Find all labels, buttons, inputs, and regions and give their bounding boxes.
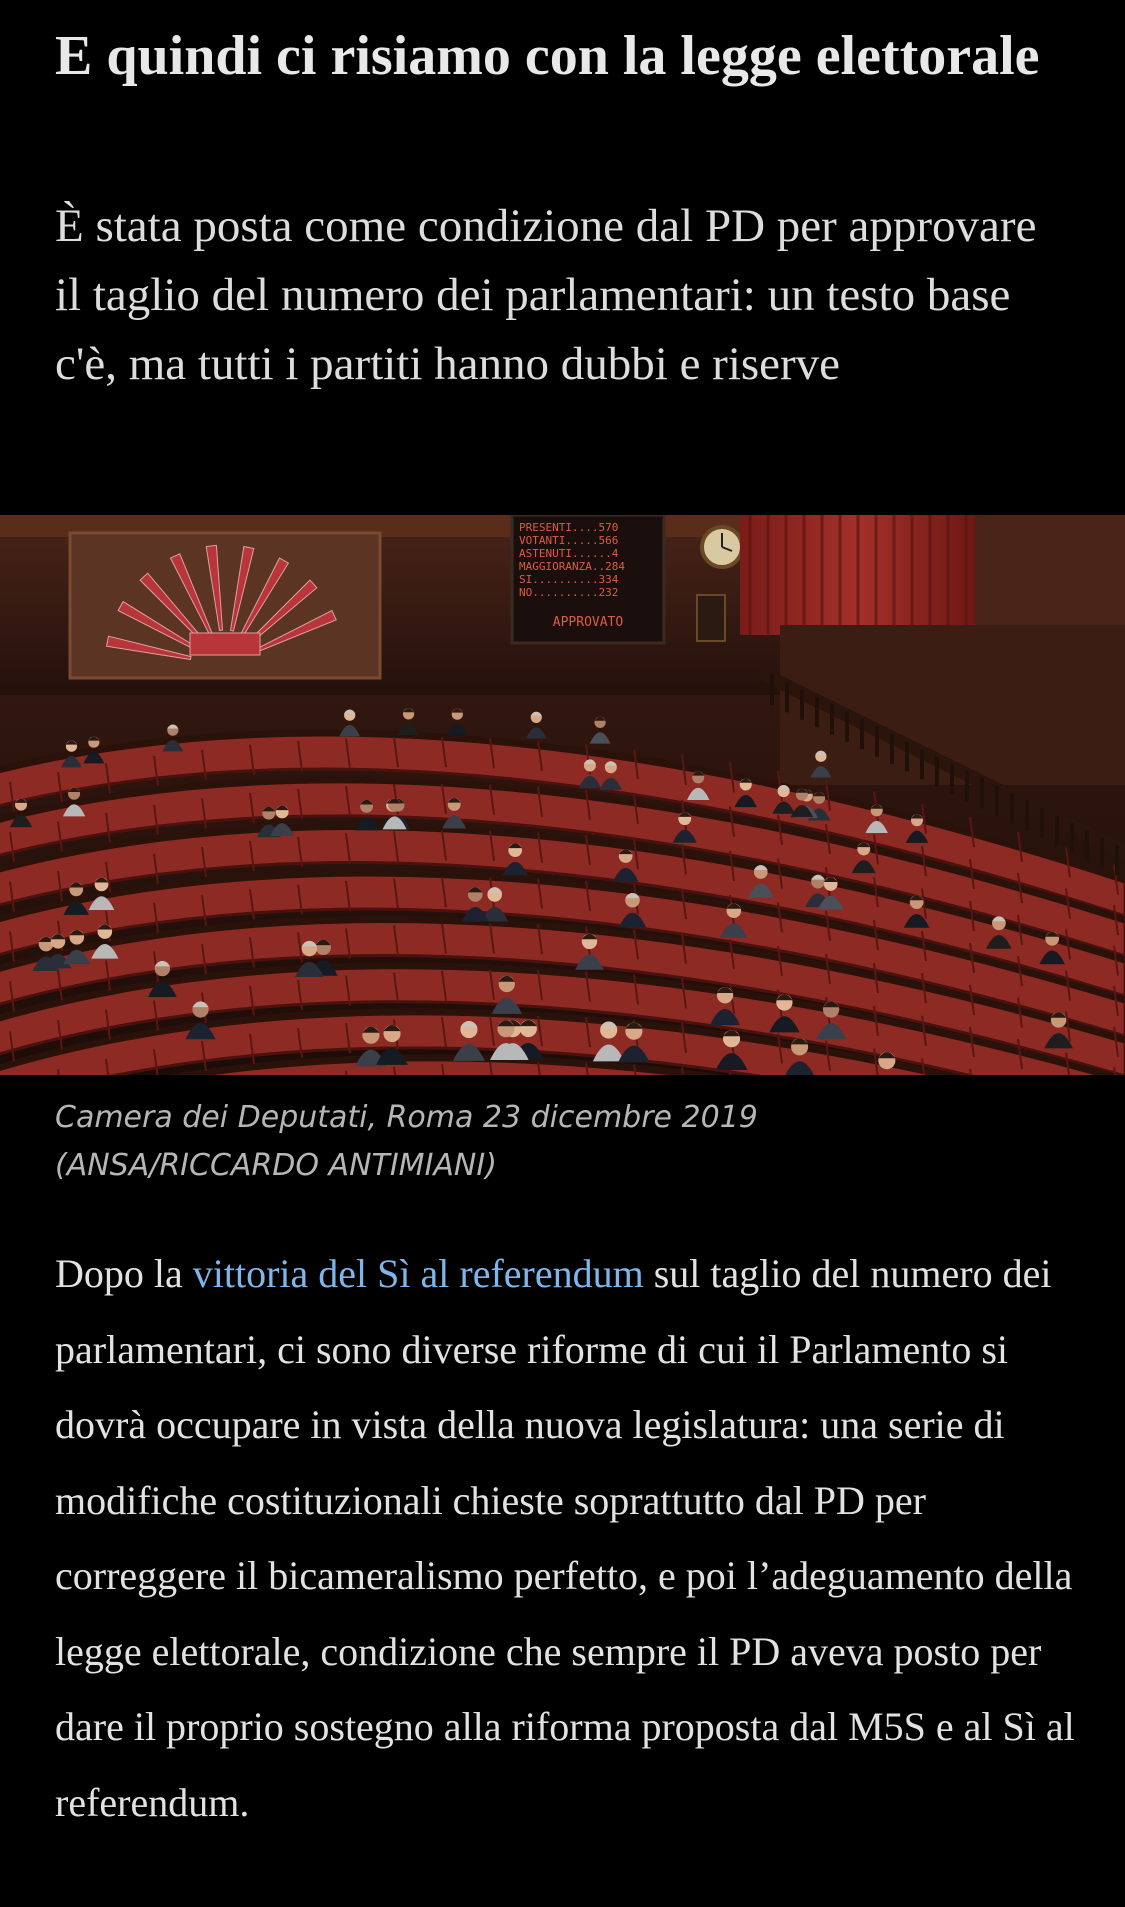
article-subtitle: È stata posta come condizione dal PD per approvare il taglio del numero dei parlamentari: un testo base c'è, ma tutti i partiti hanno dubbi e riserve bbox=[55, 200, 1037, 390]
scoreboard-row: MAGGIORANZA..284 bbox=[519, 560, 625, 573]
photo-caption bbox=[55, 1094, 1075, 1190]
parliament-chamber-photo bbox=[0, 515, 1125, 1075]
scoreboard-row: PRESENTI....570 bbox=[519, 521, 619, 534]
scoreboard-row: NO..........232 bbox=[519, 586, 619, 599]
caption-title: Camera dei Deputati, Roma 23 dicembre 2019 bbox=[55, 1100, 758, 1135]
scoreboard-row: ASTENUTI......4 bbox=[519, 547, 619, 560]
article-photo bbox=[0, 515, 1125, 1075]
article-header bbox=[0, 0, 1125, 515]
scoreboard-status: APPROVATO bbox=[552, 615, 624, 630]
caption-credit: (ANSA/RICCARDO ANTIMIANI) bbox=[55, 1148, 497, 1183]
body-text-main: sul taglio del numero dei parlamentari, ci sono diverse riforme di cui il Parlamento si dovrà occupare in vista della nuova legislatura: una serie di modifiche costituzionali chieste soprattutto dal PD per correggere il bicameralismo perfetto, e poi l’adeguamento della legge elettorale, condizione che sempre il PD aveva posto per dare il proprio sostegno alla riforma proposta dal M5S e al Sì al referendum. bbox=[55, 1251, 1075, 1825]
seat-diagram-board bbox=[70, 533, 380, 678]
body-text-intro: Dopo la bbox=[55, 1251, 193, 1296]
scoreboard-row: SI..........334 bbox=[519, 573, 619, 586]
scoreboard-row: VOTANTI.....566 bbox=[519, 534, 619, 547]
article-title: E quindi ci risiamo con la legge elettorale bbox=[55, 25, 1040, 87]
article-body bbox=[55, 1236, 1095, 1840]
referendum-link[interactable]: vittoria del Sì al referendum bbox=[192, 1251, 644, 1296]
